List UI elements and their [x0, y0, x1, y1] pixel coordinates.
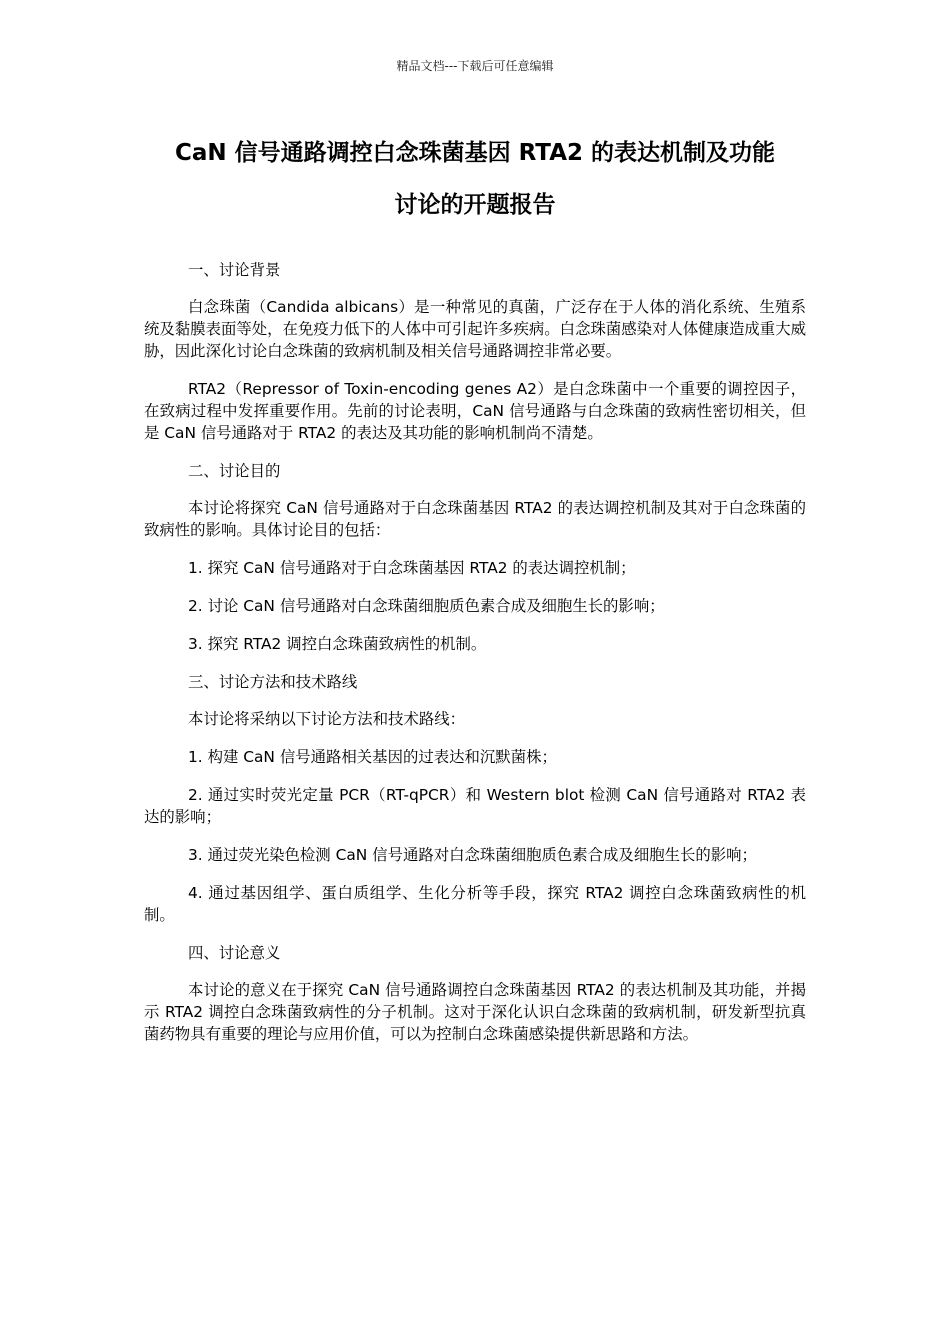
methods-intro: 本讨论将采纳以下讨论方法和技术路线：: [188, 710, 466, 728]
section-heading-objectives: 二、讨论目的: [188, 462, 281, 480]
significance-paragraph: 本讨论的意义在于探究 CaN 信号通路调控白念珠菌基因 RTA2 的表达机制及其功能，并揭示 RTA2 调控白念珠菌致病性的分子机制。这对于深化认识白念珠菌的致病机制，研发新型抗真菌药物具有重要的理论与应用价值，可以为控制白念珠菌感染提供新思路和方法。: [144, 981, 806, 1043]
section-heading-background: 一、讨论背景: [188, 261, 281, 279]
background-paragraph-2: RTA2（Repressor of Toxin-encoding genes A2）是白念珠菌中一个重要的调控因子，在致病过程中发挥重要作用。先前的讨论表明，CaN 信号通路与白念珠菌的致病性密切相关，但是 CaN 信号通路对于 RTA2 的表达及其功能的影响机制尚不清楚。: [144, 380, 806, 442]
methods-item-3: 3. 通过荧光染色检测 CaN 信号通路对白念珠菌细胞质色素合成及细胞生长的影响；: [188, 846, 757, 864]
document-body: [144, 259, 806, 1061]
objectives-intro: 本讨论将探究 CaN 信号通路对于白念珠菌基因 RTA2 的表达调控机制及其对于白念珠菌的致病性的影响。具体讨论目的包括：: [144, 499, 806, 539]
methods-item-4: 4. 通过基因组学、蛋白质组学、生化分析等手段，探究 RTA2 调控白念珠菌致病性的机制。: [144, 884, 806, 924]
background-paragraph-1: 白念珠菌（Candida albicans）是一种常见的真菌，广泛存在于人体的消化系统、生殖系统及黏膜表面等处，在免疫力低下的人体中可引起许多疾病。白念珠菌感染对人体健康造成重大威胁，因此深化讨论白念珠菌的致病机制及相关信号通路调控非常必要。: [144, 298, 806, 360]
section-heading-methods: 三、讨论方法和技术路线: [188, 673, 358, 691]
document-title-line-1: CaN 信号通路调控白念珠菌基因 RTA2 的表达机制及功能: [174, 140, 776, 166]
document-title-line-2: 讨论的开题报告: [394, 192, 556, 218]
section-heading-significance: 四、讨论意义: [188, 944, 281, 962]
objectives-item-2: 2. 讨论 CaN 信号通路对白念珠菌细胞质色素合成及细胞生长的影响；: [188, 597, 665, 615]
header-note: 精品文档---下载后可任意编辑: [396, 59, 554, 73]
methods-item-1: 1. 构建 CaN 信号通路相关基因的过表达和沉默菌株；: [188, 748, 557, 766]
objectives-item-3: 3. 探究 RTA2 调控白念珠菌致病性的机制。: [188, 635, 487, 653]
methods-item-2: 2. 通过实时荧光定量 PCR（RT-qPCR）和 Western blot 检测 CaN 信号通路对 RTA2 表达的影响；: [144, 786, 806, 826]
objectives-item-1: 1. 探究 CaN 信号通路对于白念珠菌基因 RTA2 的表达调控机制；: [188, 559, 636, 577]
